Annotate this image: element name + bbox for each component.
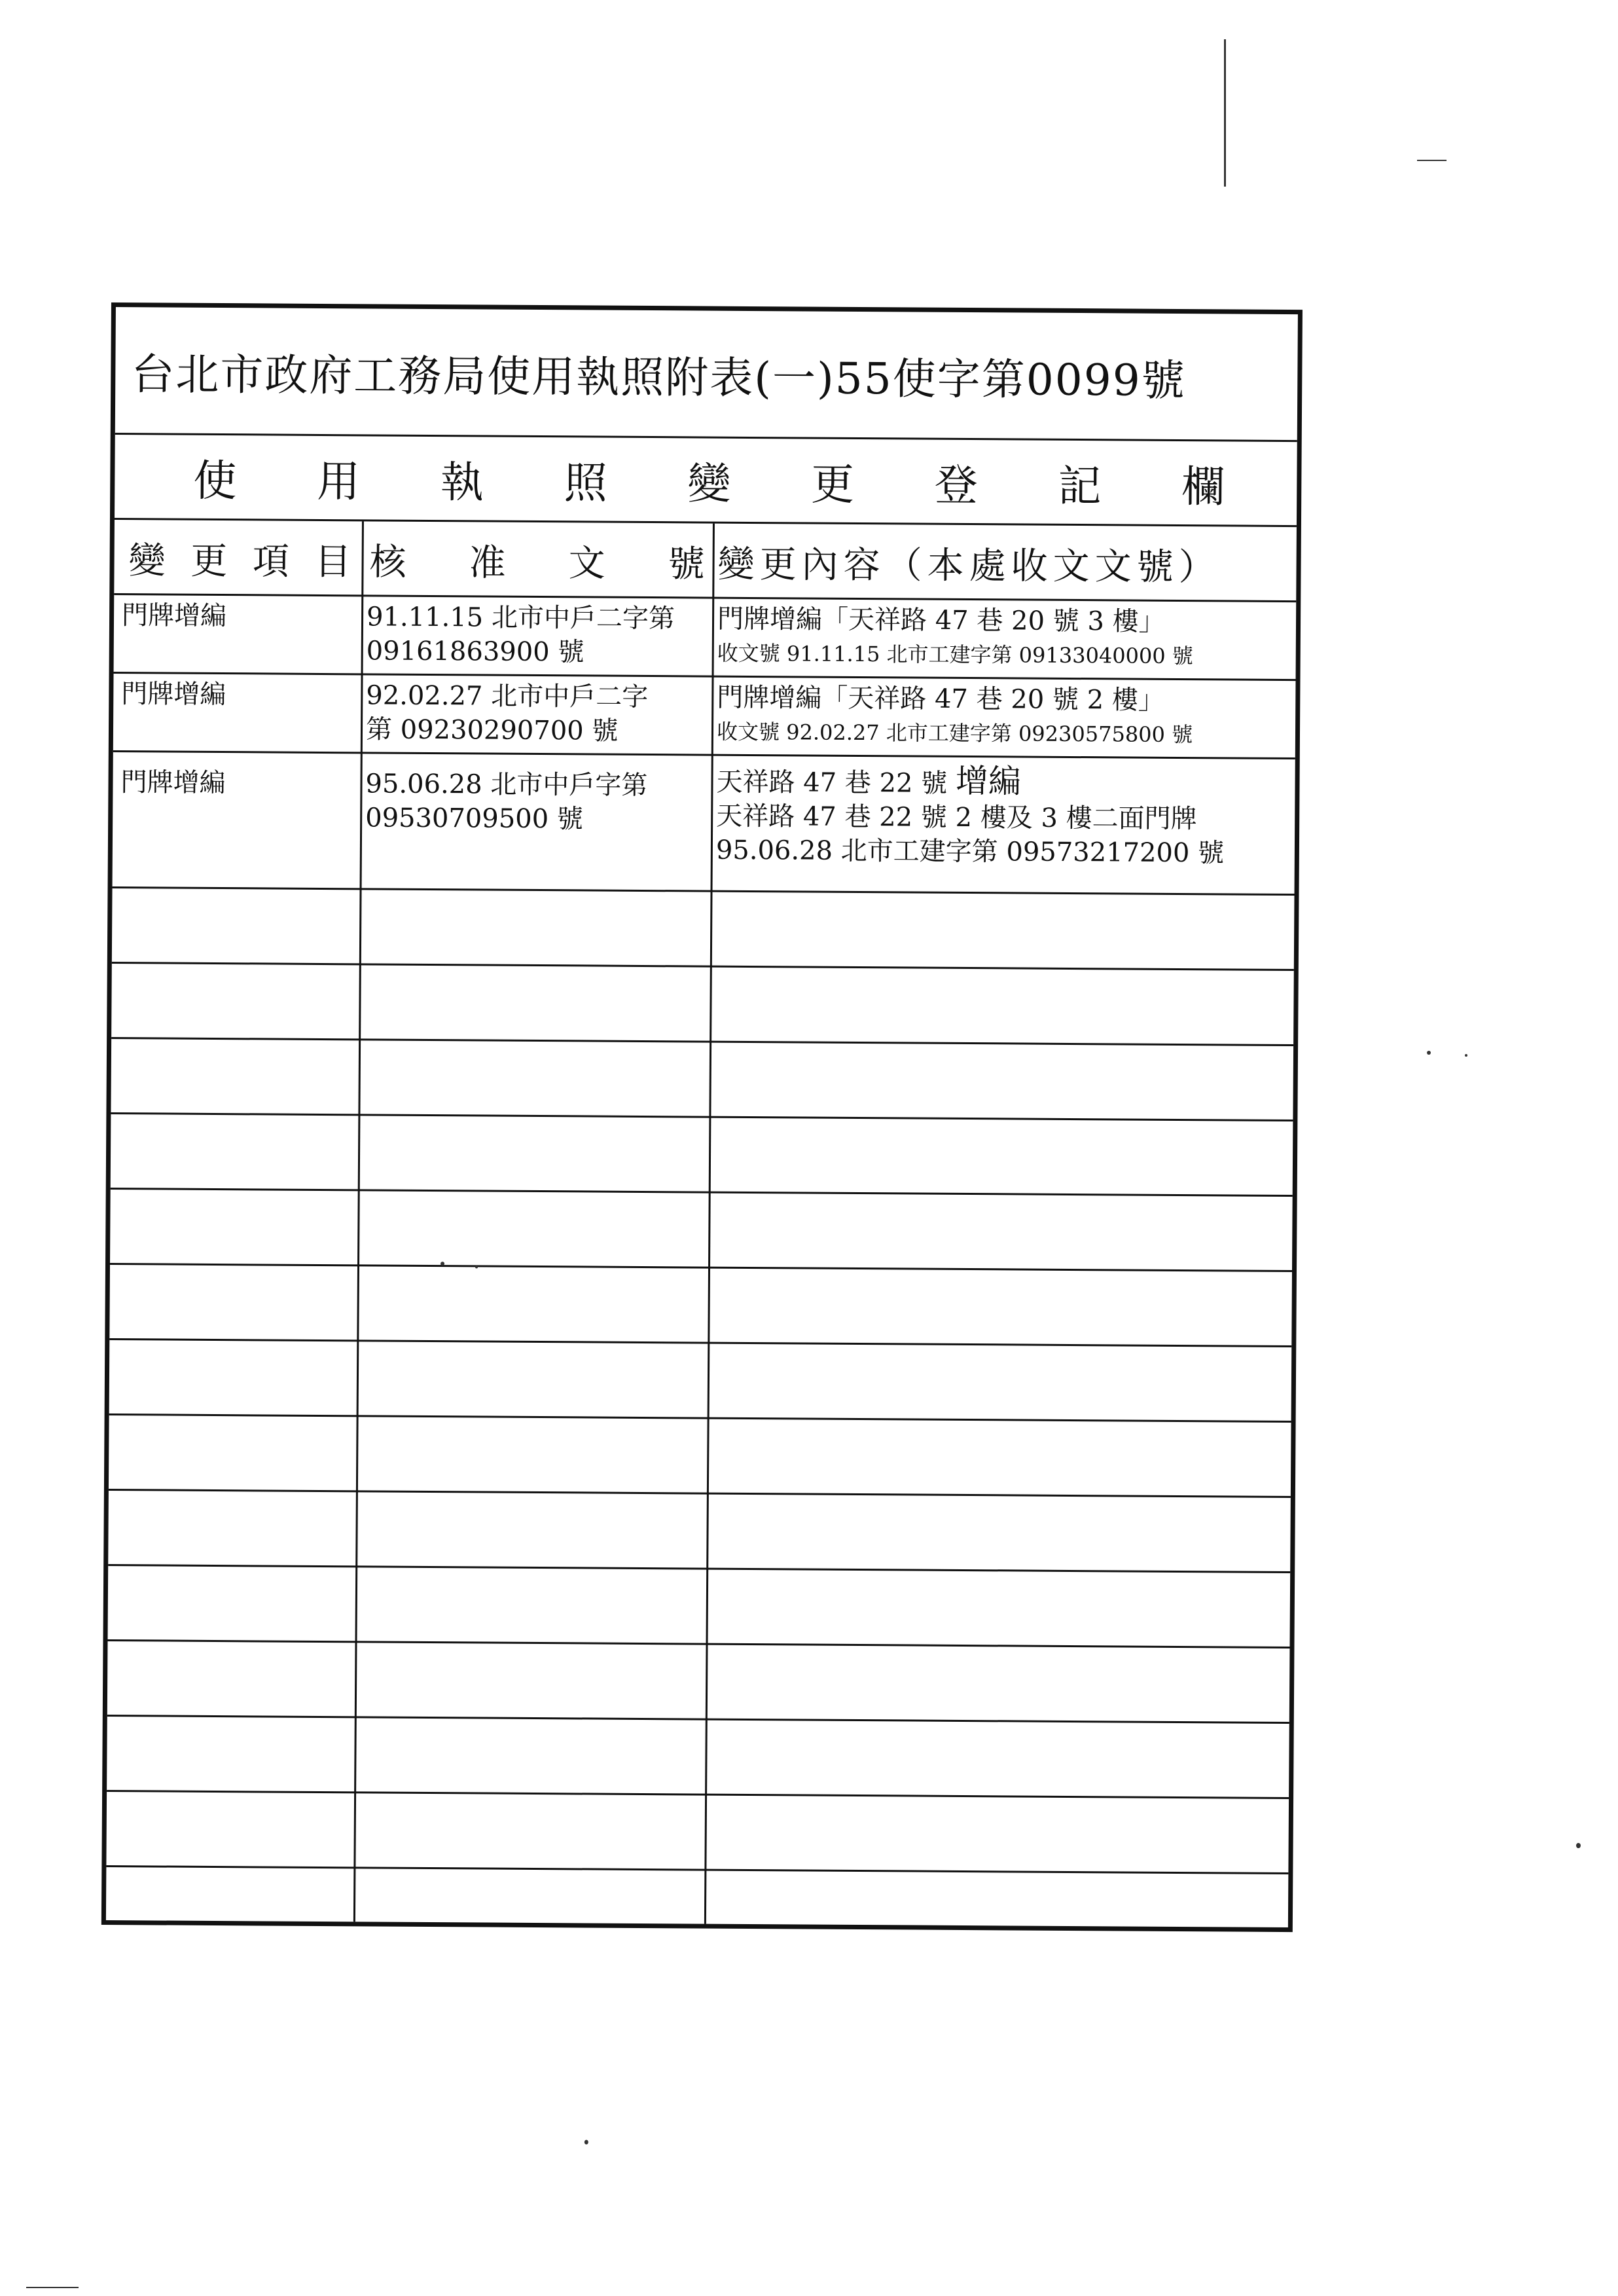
header-char: 目 [314, 540, 351, 583]
scan-artifact-dot [440, 1262, 444, 1266]
row-divider [111, 1112, 1293, 1121]
scan-artifact-dash [26, 2287, 79, 2288]
scan-artifact-dot [584, 2140, 588, 2144]
approval-line: 09530709500 號 [365, 803, 583, 835]
row-divider [107, 1790, 1289, 1799]
row-divider [108, 1564, 1290, 1573]
row-divider [107, 1715, 1289, 1724]
column-divider [353, 521, 364, 1922]
receipt-line: 95.06.28 北市工建字第 09573217200 號 [715, 835, 1225, 869]
section-heading-char: 用 [316, 456, 361, 507]
header-char: 准 [469, 541, 506, 585]
content-line [716, 763, 1225, 803]
table-row-1-approval [367, 600, 675, 670]
section-heading-char: 使 [193, 455, 237, 507]
usage-license-form [101, 302, 1303, 1932]
approval-line: 91.11.15 北市中戶二字第 [366, 602, 675, 634]
section-heading-char: 照 [564, 458, 607, 509]
scan-artifact-dash [1417, 160, 1447, 161]
row-divider [111, 1037, 1293, 1046]
row-divider [109, 1338, 1291, 1347]
content-line: 門牌增編「天祥路 47 巷 20 號 2 樓」 [717, 682, 1165, 716]
section-heading-char: 變 [687, 458, 731, 509]
scan-artifact-dot [1427, 1051, 1431, 1055]
approval-line: 92.02.27 北市中戶二字 [366, 680, 649, 713]
header-change-content [717, 524, 1294, 602]
table-row-2-content [717, 681, 1193, 752]
content-line: 天祥路 47 巷 22 號 2 樓及 3 樓二面門牌 [716, 801, 1197, 835]
scan-artifact-line [1224, 39, 1226, 187]
table-row-2-item: 門牌增編 [121, 679, 226, 710]
header-char: 更 [190, 539, 228, 583]
row-divider [108, 1639, 1290, 1649]
table-row-1-item: 門牌增編 [121, 600, 227, 632]
section-heading-char: 登 [934, 460, 979, 511]
form-title [115, 307, 1298, 442]
receipt-line: 收文號 91.11.15 北市工建字第 09133040000 號 [717, 640, 1194, 669]
row-divider [114, 672, 1296, 681]
scan-artifact-dot [1465, 1054, 1467, 1057]
column-divider [704, 524, 715, 1924]
row-divider [113, 750, 1295, 759]
handwritten-note: 增編 [955, 761, 1022, 801]
section-heading-char: 記 [1058, 460, 1102, 512]
form-title-text: 台北市政府工務局使用執照附表(一)55使字第0099號 [131, 348, 1186, 406]
row-divider [110, 1263, 1292, 1272]
table-row-2-approval [366, 678, 648, 748]
table-row-3-approval [365, 767, 647, 837]
header-char: 變 [128, 539, 166, 583]
header-char: 號 [668, 542, 705, 586]
scan-artifact-dot [475, 1266, 478, 1268]
header-char: 項 [252, 539, 290, 583]
section-heading-char: 欄 [1181, 461, 1225, 513]
header-content-text: 變更內容（本處收文文號） [717, 543, 1221, 589]
content-line: 門牌增編「天祥路 47 巷 20 號 3 樓」 [717, 604, 1165, 637]
change-record-table [106, 520, 1297, 1927]
section-heading [115, 435, 1297, 527]
approval-line: 第 09230290700 號 [365, 714, 619, 746]
scan-artifact-dot [1576, 1843, 1581, 1848]
row-divider [112, 962, 1294, 971]
approval-line: 95.06.28 北市中戶字第 [365, 769, 648, 801]
row-divider [109, 1413, 1291, 1423]
row-divider [111, 1188, 1293, 1197]
receipt-line: 收文號 92.02.27 北市工建字第 09230575800 號 [716, 719, 1193, 748]
table-row-3-item: 門牌增編 [120, 767, 226, 799]
row-divider [106, 1865, 1288, 1874]
row-divider [113, 886, 1295, 896]
section-heading-char: 執 [440, 457, 484, 508]
approval-line: 09161863900 號 [366, 636, 584, 668]
header-char: 核 [369, 540, 406, 584]
table-row-1-content [717, 602, 1194, 673]
header-approval-number [367, 521, 708, 598]
address-text: 天祥路 47 巷 22 號 [716, 767, 948, 799]
header-char: 文 [568, 541, 605, 585]
row-divider [109, 1489, 1291, 1498]
section-heading-char: 更 [810, 459, 855, 510]
header-change-item [128, 520, 351, 596]
table-row-3-content [716, 763, 1225, 871]
